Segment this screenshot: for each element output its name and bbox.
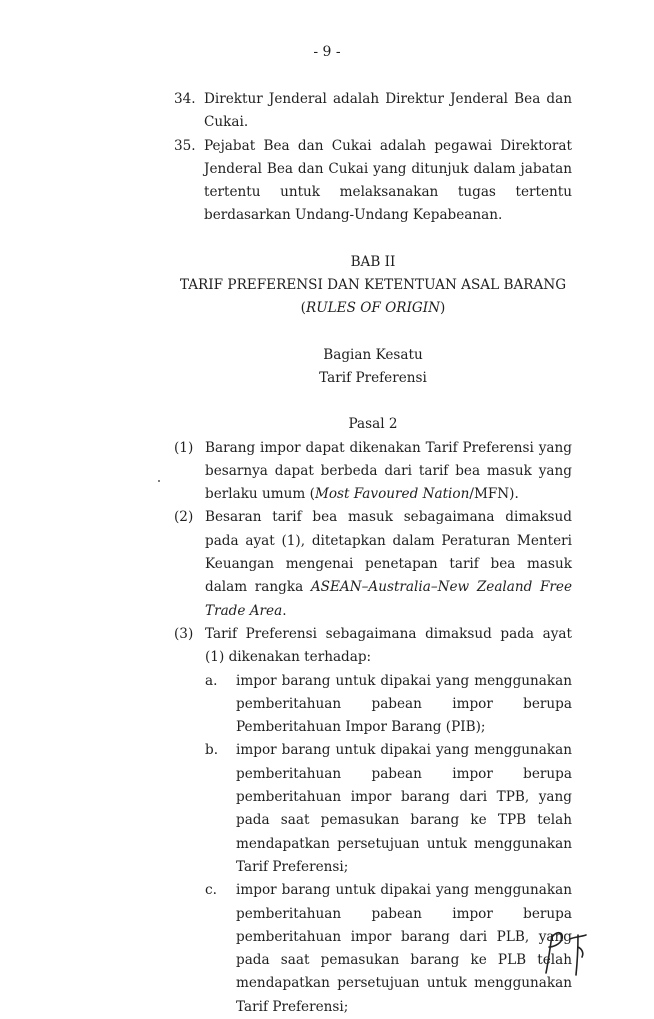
paragraph-text: Barang impor dapat dikenakan Tarif Preferensi yang besarnya dapat berbeda dari tarif bea masuk yang berlaku umum (Most Favoured Nation/MFN). <box>205 439 572 503</box>
article-title: Pasal 2 <box>348 416 398 433</box>
chapter-title: TARIF PREFERENSI DAN KETENTUAN ASAL BARANG <box>179 277 567 294</box>
list-text: impor barang untuk dipakai yang menggunakan pemberitahuan pabean impor berupa pemberitahuan impor barang dari TPB, yang pada saat pemasukan barang ke TPB telah mendapatkan persetujuan untuk menggunakan Tarif Preferensi; <box>236 742 572 875</box>
list-letter: a. <box>205 672 218 689</box>
page-content <box>174 88 572 1019</box>
page-number: - 9 - <box>313 44 341 60</box>
definition-number: 35. <box>174 137 196 154</box>
scan-speck <box>158 480 160 482</box>
chapter-number: BAB II <box>350 253 396 270</box>
paragraph-text: Besaran tarif bea masuk sebagaimana dimaksud pada ayat (1), ditetapkan dalam Peraturan Menteri Keuangan mengenai penetapan tarif bea masuk dalam rangka ASEAN–Australia–New Zealand Free Trade Area. <box>205 509 572 619</box>
article-paragraph <box>174 506 572 622</box>
paragraph-number: (1) <box>174 439 194 456</box>
part-title: Tarif Preferensi <box>319 369 427 386</box>
chapter-subtitle: (RULES OF ORIGIN) <box>300 300 446 317</box>
definition-text: Direktur Jenderal adalah Direktur Jenderal Bea dan Cukai. <box>204 91 572 131</box>
list-item <box>205 879 572 1019</box>
list-item <box>205 670 572 740</box>
list-letter: b. <box>205 742 219 759</box>
paraf-initials-mark <box>540 925 590 977</box>
list-item <box>205 739 572 879</box>
list-text: impor barang untuk dipakai yang menggunakan pemberitahuan pabean impor berupa Pemberitahuan Impor Barang (PIB); <box>236 672 572 736</box>
list-letter: c. <box>205 882 217 899</box>
definition-item <box>174 88 572 135</box>
paragraph-text: Tarif Preferensi sebagaimana dimaksud pada ayat (1) dikenakan terhadap: <box>205 625 572 666</box>
definition-number: 34. <box>174 91 196 107</box>
article-paragraph <box>174 437 572 507</box>
definition-item <box>174 135 572 228</box>
article-paragraph <box>174 623 572 1019</box>
part-name: Bagian Kesatu <box>323 346 423 363</box>
paragraph-number: (2) <box>174 509 194 526</box>
definition-text: Pejabat Bea dan Cukai adalah pegawai Direktorat Jenderal Bea dan Cukai yang ditunjuk dalam jabatan tertentu untuk melaksanakan tugas tertentu berdasarkan Undang-Undang Kepabeanan. <box>204 137 572 224</box>
chapter-subtitle-italic: RULES OF ORIGIN <box>305 300 441 317</box>
paragraph-number: (3) <box>174 625 194 642</box>
list-text: impor barang untuk dipakai yang menggunakan pemberitahuan pabean impor berupa pemberitahuan impor barang dari PLB, yang pada saat pemasukan barang ke PLB telah mendapatkan persetujuan untuk menggunakan Tarif Preferensi; <box>236 882 572 1015</box>
